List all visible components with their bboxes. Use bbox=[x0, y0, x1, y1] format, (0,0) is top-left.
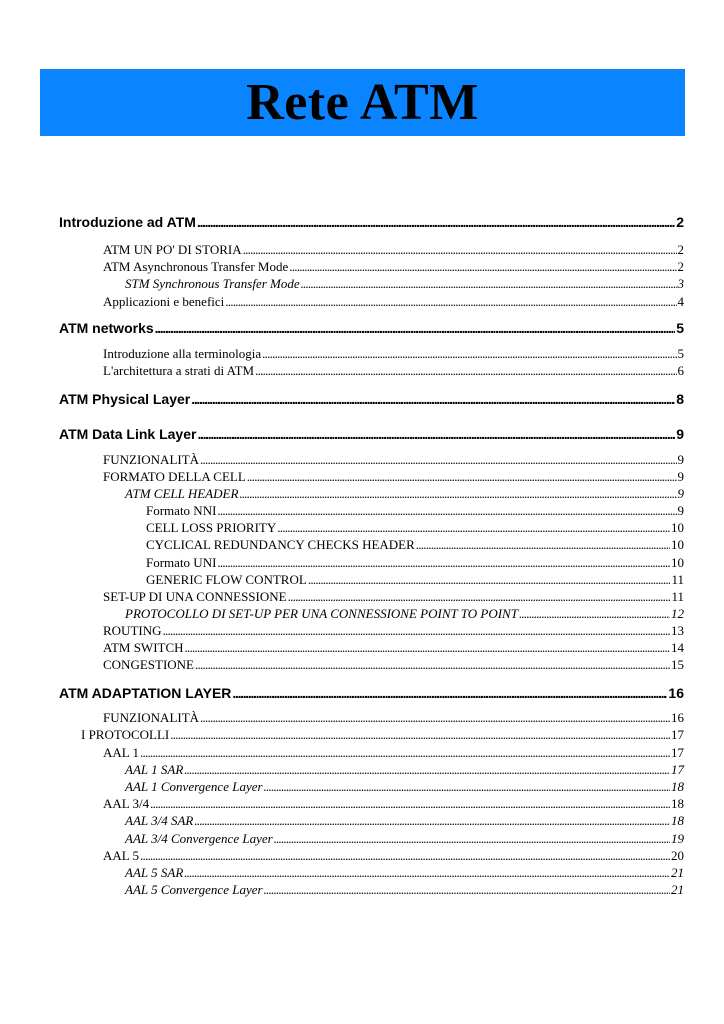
toc-entry[interactable] bbox=[103, 657, 684, 673]
toc-entry-page-number: 2 bbox=[676, 214, 684, 230]
toc-entry[interactable] bbox=[103, 640, 684, 656]
dot-leader bbox=[416, 537, 670, 553]
dot-leader bbox=[264, 882, 670, 898]
toc-entry-page-number: 9 bbox=[677, 486, 684, 501]
toc-entry-label: FORMATO DELLA CELL bbox=[103, 469, 246, 484]
toc-entry-page-number: 17 bbox=[671, 727, 684, 742]
toc-entry-page-number: 5 bbox=[676, 320, 684, 336]
dot-leader bbox=[308, 572, 671, 588]
dot-leader bbox=[239, 486, 676, 502]
toc-entry[interactable] bbox=[125, 831, 684, 847]
dot-leader bbox=[191, 391, 675, 407]
toc-entry[interactable] bbox=[103, 346, 684, 362]
dot-leader bbox=[140, 848, 670, 864]
dot-leader bbox=[150, 796, 670, 812]
toc-entry-label: AAL 5 Convergence Layer bbox=[125, 882, 263, 897]
toc-entry-label: AAL 5 SAR bbox=[125, 865, 184, 880]
toc-entry-page-number: 19 bbox=[671, 831, 684, 846]
toc-entry[interactable] bbox=[125, 606, 684, 622]
toc-entry[interactable] bbox=[59, 391, 684, 407]
toc-entry-page-number: 5 bbox=[677, 346, 684, 361]
toc-entry-label: CYCLICAL REDUNDANCY CHECKS HEADER bbox=[146, 537, 415, 552]
toc-entry-page-number: 18 bbox=[671, 779, 684, 794]
dot-leader bbox=[247, 469, 677, 485]
dot-leader bbox=[155, 320, 676, 336]
toc-entry-page-number: 9 bbox=[677, 503, 684, 518]
toc-entry[interactable] bbox=[59, 320, 684, 336]
toc-entry-page-number: 17 bbox=[671, 762, 684, 777]
toc-entry-label: Formato UNI bbox=[146, 555, 217, 570]
dot-leader bbox=[288, 589, 671, 605]
dot-leader bbox=[301, 276, 677, 292]
toc-entry-label: FUNZIONALITÀ bbox=[103, 710, 200, 725]
dot-leader bbox=[197, 426, 675, 442]
toc-entry-label: Introduzione ad ATM bbox=[59, 214, 196, 230]
toc-entry[interactable] bbox=[103, 259, 684, 275]
toc-entry-label: GENERIC FLOW CONTROL bbox=[146, 572, 307, 587]
toc-entry[interactable] bbox=[59, 214, 684, 230]
toc-entry-label: Introduzione alla terminologia bbox=[103, 346, 262, 361]
dot-leader bbox=[184, 865, 670, 881]
dot-leader bbox=[184, 762, 670, 778]
toc-entry-page-number: 21 bbox=[671, 882, 684, 897]
toc-entry-label: CONGESTIONE bbox=[103, 657, 194, 672]
dot-leader bbox=[217, 555, 670, 571]
toc-entry-page-number: 13 bbox=[671, 623, 684, 638]
toc-entry[interactable] bbox=[103, 452, 684, 468]
toc-entry-label: AAL 3/4 bbox=[103, 796, 150, 811]
toc-entry-page-number: 17 bbox=[671, 745, 684, 760]
toc-entry-page-number: 9 bbox=[677, 469, 684, 484]
dot-leader bbox=[200, 452, 676, 468]
toc-entry-page-number: 9 bbox=[677, 452, 684, 467]
toc-entry[interactable] bbox=[59, 426, 684, 442]
toc-entry-label: CELL LOSS PRIORITY bbox=[146, 520, 277, 535]
toc-entry[interactable] bbox=[103, 710, 684, 726]
toc-entry-label: ATM Data Link Layer bbox=[59, 426, 197, 442]
dot-leader bbox=[519, 606, 670, 622]
toc-entry-page-number: 12 bbox=[671, 606, 684, 621]
dot-leader bbox=[163, 623, 671, 639]
toc-entry[interactable] bbox=[125, 486, 684, 502]
dot-leader bbox=[170, 727, 670, 743]
toc-entry-label: Applicazioni e benefici bbox=[103, 294, 225, 309]
dot-leader bbox=[200, 710, 670, 726]
dot-leader bbox=[262, 346, 676, 362]
toc-entry-page-number: 3 bbox=[677, 276, 684, 291]
toc-entry-label: AAL 3/4 Convergence Layer bbox=[125, 831, 273, 846]
toc-entry-label: ATM Asynchronous Transfer Mode bbox=[103, 259, 289, 274]
toc-entry-page-number: 14 bbox=[671, 640, 684, 655]
toc-entry[interactable] bbox=[125, 813, 684, 829]
toc-entry-label: ATM SWITCH bbox=[103, 640, 184, 655]
dot-leader bbox=[225, 294, 676, 310]
dot-leader bbox=[197, 214, 675, 230]
toc-entry-page-number: 16 bbox=[671, 710, 684, 725]
dot-leader bbox=[255, 363, 676, 379]
toc-entry-label: PROTOCOLLO DI SET-UP PER UNA CONNESSIONE POINT TO POINT bbox=[125, 606, 518, 621]
toc-entry-label: ATM Physical Layer bbox=[59, 391, 191, 407]
toc-entry-label: I PROTOCOLLI bbox=[81, 727, 170, 742]
dot-leader bbox=[140, 745, 670, 761]
toc-entry[interactable] bbox=[146, 503, 684, 519]
toc-entry-label: ROUTING bbox=[103, 623, 162, 638]
toc-entry[interactable] bbox=[146, 520, 684, 536]
toc-entry-page-number: 15 bbox=[671, 657, 684, 672]
toc-entry-page-number: 10 bbox=[671, 520, 684, 535]
toc-entry[interactable] bbox=[146, 537, 684, 553]
toc-entry-label: SET-UP DI UNA CONNESSIONE bbox=[103, 589, 287, 604]
toc-entry-page-number: 10 bbox=[671, 537, 684, 552]
toc-entry-label: ATM UN PO' DI STORIA bbox=[103, 242, 242, 257]
toc-entry[interactable] bbox=[103, 469, 684, 485]
toc-entry-label: FUNZIONALITÀ bbox=[103, 452, 200, 467]
dot-leader bbox=[243, 242, 677, 258]
toc-entry[interactable] bbox=[59, 685, 684, 701]
toc-entry[interactable] bbox=[103, 796, 684, 812]
toc-entry-page-number: 20 bbox=[671, 848, 684, 863]
toc-entry-page-number: 9 bbox=[676, 426, 684, 442]
toc-entry-page-number: 18 bbox=[671, 796, 684, 811]
toc-entry-label: L'architettura a strati di ATM bbox=[103, 363, 255, 378]
toc-entry-page-number: 6 bbox=[677, 363, 684, 378]
toc-entry-page-number: 16 bbox=[668, 685, 684, 701]
toc-entry-label: AAL 5 bbox=[103, 848, 139, 863]
toc-entry-label: ATM networks bbox=[59, 320, 154, 336]
toc-entry[interactable] bbox=[146, 555, 684, 571]
toc-entry[interactable] bbox=[103, 242, 684, 258]
toc-entry-page-number: 11 bbox=[671, 589, 684, 604]
toc-entry-page-number: 21 bbox=[671, 865, 684, 880]
toc-entry[interactable] bbox=[125, 865, 684, 881]
dot-leader bbox=[289, 259, 676, 275]
toc-entry[interactable] bbox=[81, 727, 684, 743]
toc-entry-page-number: 8 bbox=[676, 391, 684, 407]
dot-leader bbox=[232, 685, 667, 701]
title-banner bbox=[40, 69, 685, 136]
dot-leader bbox=[264, 779, 670, 795]
toc-entry-label: AAL 3/4 SAR bbox=[125, 813, 194, 828]
dot-leader bbox=[217, 503, 676, 519]
dot-leader bbox=[185, 640, 670, 656]
toc-entry[interactable] bbox=[103, 623, 684, 639]
toc-entry[interactable] bbox=[103, 363, 684, 379]
toc-entry[interactable] bbox=[125, 882, 684, 898]
toc-entry[interactable] bbox=[103, 294, 684, 310]
toc-entry-page-number: 4 bbox=[677, 294, 684, 309]
toc-entry-label: ATM ADAPTATION LAYER bbox=[59, 685, 232, 701]
toc-entry-label: AAL 1 Convergence Layer bbox=[125, 779, 263, 794]
toc-entry-label: AAL 1 bbox=[103, 745, 139, 760]
toc-entry-page-number: 2 bbox=[677, 259, 684, 274]
toc-entry[interactable] bbox=[125, 779, 684, 795]
toc-entry[interactable] bbox=[103, 589, 684, 605]
toc-entry-label: STM Synchronous Transfer Mode bbox=[125, 276, 300, 291]
document-title: Rete ATM bbox=[246, 73, 479, 131]
toc-entry[interactable] bbox=[103, 848, 684, 864]
toc-entry[interactable] bbox=[103, 745, 684, 761]
toc-entry-label: ATM CELL HEADER bbox=[125, 486, 239, 501]
dot-leader bbox=[195, 657, 670, 673]
toc-entry-page-number: 2 bbox=[677, 242, 684, 257]
dot-leader bbox=[194, 813, 670, 829]
toc-entry-page-number: 11 bbox=[671, 572, 684, 587]
toc-entry[interactable] bbox=[125, 762, 684, 778]
toc-entry[interactable] bbox=[146, 572, 684, 588]
toc-entry[interactable] bbox=[125, 276, 684, 292]
dot-leader bbox=[277, 520, 670, 536]
toc-entry-label: Formato NNI bbox=[146, 503, 217, 518]
toc-entry-page-number: 10 bbox=[671, 555, 684, 570]
toc-entry-label: AAL 1 SAR bbox=[125, 762, 184, 777]
dot-leader bbox=[274, 831, 670, 847]
toc-entry-page-number: 18 bbox=[671, 813, 684, 828]
